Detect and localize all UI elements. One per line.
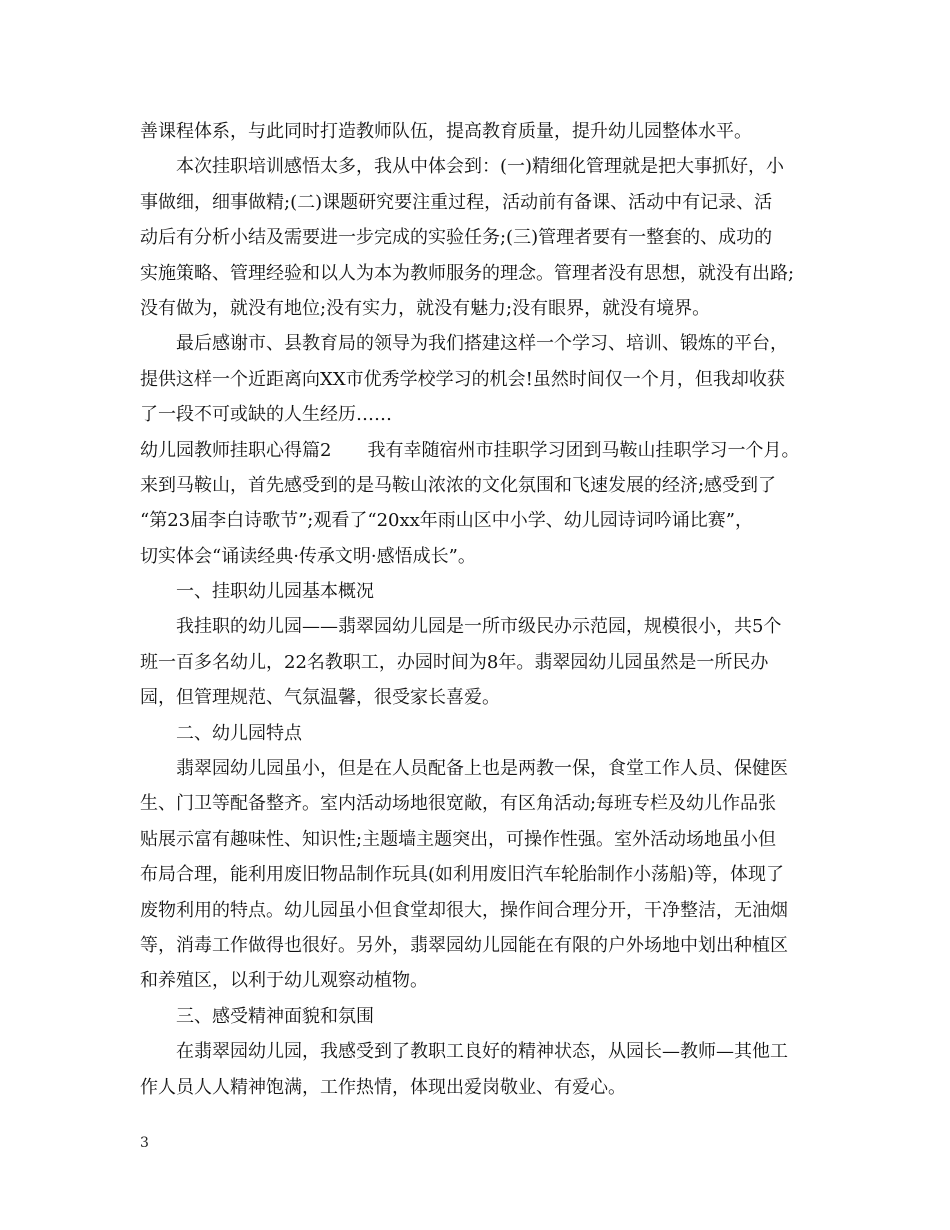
text-line: 动后有分析小结及需要进一步完成的实验任务;(三)管理者要有一整套的、成功的 bbox=[140, 227, 773, 249]
text-line: 生、门卫等配备整齐。室内活动场地很宽敞，有区角活动;每班专栏及幼儿作品张 bbox=[140, 793, 777, 815]
text-line: 了一段不可或缺的人生经历…… bbox=[140, 404, 392, 426]
text-line: 本次挂职培训感悟太多，我从中体会到：(一)精细化管理就是把大事抓好，小 bbox=[176, 156, 785, 178]
text-line: 翡翠园幼儿园虽小，但是在人员配备上也是两教一保，食堂工作人员、保健医 bbox=[176, 758, 788, 780]
text-line: 善课程体系，与此同时打造教师队伍，提高教育质量，提升幼儿园整体水平。 bbox=[140, 121, 752, 142]
text-line: “第23届李白诗歌节”;观看了“20xx年雨山区中小学、幼儿园诗词吟诵比赛”， bbox=[140, 510, 753, 532]
text-line: 幼儿园教师挂职心得篇2 我有幸随宿州市挂职学习团到马鞍山挂职学习一个月。 bbox=[140, 439, 800, 461]
text-line: 二、幼儿园特点 bbox=[176, 722, 302, 744]
text-line: 班一百多名幼儿，22名教职工，办园时间为8年。翡翠园幼儿园虽然是一所民办 bbox=[140, 651, 769, 673]
text-line: 等，消毒工作做得也很好。另外，翡翠园幼儿园能在有限的户外场地中划出种植区 bbox=[140, 934, 788, 956]
text-line: 三、感受精神面貌和氛围 bbox=[176, 1005, 374, 1027]
text-line: 园，但管理规范、气氛温馨，很受家长喜爱。 bbox=[140, 687, 500, 709]
text-line: 废物利用的特点。幼儿园虽小但食堂却很大，操作间合理分开，干净整洁，无油烟 bbox=[140, 899, 788, 921]
text-line: 我挂职的幼儿园——翡翠园幼儿园是一所市级民办示范园，规模很小，共5个 bbox=[176, 616, 782, 638]
text-line: 没有做为，就没有地位;没有实力，就没有魅力;没有眼界，就没有境界。 bbox=[140, 297, 711, 319]
text-line: 来到马鞍山，首先感受到的是马鞍山浓浓的文化氛围和飞速发展的经济;感受到了 bbox=[140, 474, 777, 496]
text-line: 在翡翠园幼儿园，我感受到了教职工良好的精神状态，从园长—教师—其他工 bbox=[176, 1041, 788, 1063]
text-line: 实施策略、管理经验和以人为本为教师服务的理念。管理者没有思想，就没有出路; bbox=[140, 262, 795, 284]
text-line: 布局合理，能利用废旧物品制作玩具(如利用废旧汽车轮胎制作小荡船)等，体现了 bbox=[140, 864, 785, 886]
page-number: 3 bbox=[140, 1135, 149, 1151]
text-line: 和养殖区，以利于幼儿观察动植物。 bbox=[140, 970, 428, 992]
text-line: 切实体会“诵读经典·传承文明·感悟成长”。 bbox=[140, 545, 476, 567]
text-line: 事做细，细事做精;(二)课题研究要注重过程，活动前有备课、活动中有记录、活 bbox=[140, 191, 773, 213]
text-line: 贴展示富有趣味性、知识性;主题墙主题突出，可操作性强。室外活动场地虽小但 bbox=[140, 828, 777, 850]
text-line: 一、挂职幼儿园基本概况 bbox=[176, 581, 374, 603]
text-line: 提供这样一个近距离向XX市优秀学校学习的机会!虽然时间仅一个月，但我却收获 bbox=[140, 368, 785, 390]
text-line: 作人员人人精神饱满，工作热情，体现出爱岗敬业、有爱心。 bbox=[140, 1076, 626, 1098]
text-line: 最后感谢市、县教育局的领导为我们搭建这样一个学习、培训、锻炼的平台， bbox=[176, 333, 788, 355]
document-body bbox=[140, 114, 815, 1105]
